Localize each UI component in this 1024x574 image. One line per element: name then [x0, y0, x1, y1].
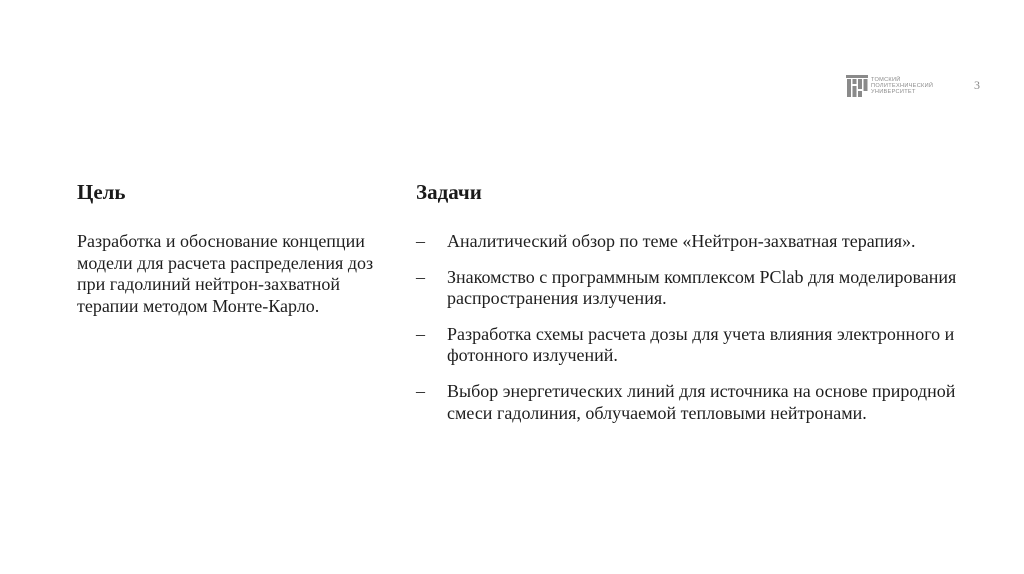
tasks-title: Задачи: [416, 180, 482, 204]
task-bullet: –: [416, 231, 425, 251]
task-text: Аналитический обзор по теме «Нейтрон-захватная терапия».: [447, 231, 916, 251]
task-text: Разработка схемы расчета дозы для учета влияния электронного и фотонного излучений.: [447, 323, 955, 366]
university-logo: [846, 74, 933, 98]
page-number: 3: [974, 78, 980, 92]
task-text: Выбор энергетических линий для источника на основе природной смеси гадолиния, облучаемой тепловыми нейтронами.: [447, 380, 956, 423]
task-text: Знакомство с программным комплексом PClab для моделирования распространения излучения.: [447, 266, 957, 309]
logo-line: ПОЛИТЕХНИЧЕСКИЙ: [871, 82, 934, 89]
university-logo-text: [871, 77, 933, 96]
university-logo-icon: [846, 75, 868, 97]
task-item: [416, 381, 976, 424]
task-bullet: –: [416, 380, 425, 401]
task-bullet: –: [416, 323, 425, 344]
task-item: [416, 267, 976, 310]
logo-line: УНИВЕРСИТЕТ: [871, 89, 916, 96]
task-item: [416, 324, 976, 367]
task-item: [416, 231, 976, 253]
task-bullet: –: [416, 266, 425, 287]
goal-title: Цель: [77, 180, 126, 204]
tasks-list: [416, 231, 976, 438]
goal-text: Разработка и обоснование концепции модели для расчета распределения доз при гадолиний нейтрон-захватной терапии методом Монте-Карло.: [77, 231, 374, 316]
logo-line: ТОМСКИЙ: [871, 76, 901, 83]
